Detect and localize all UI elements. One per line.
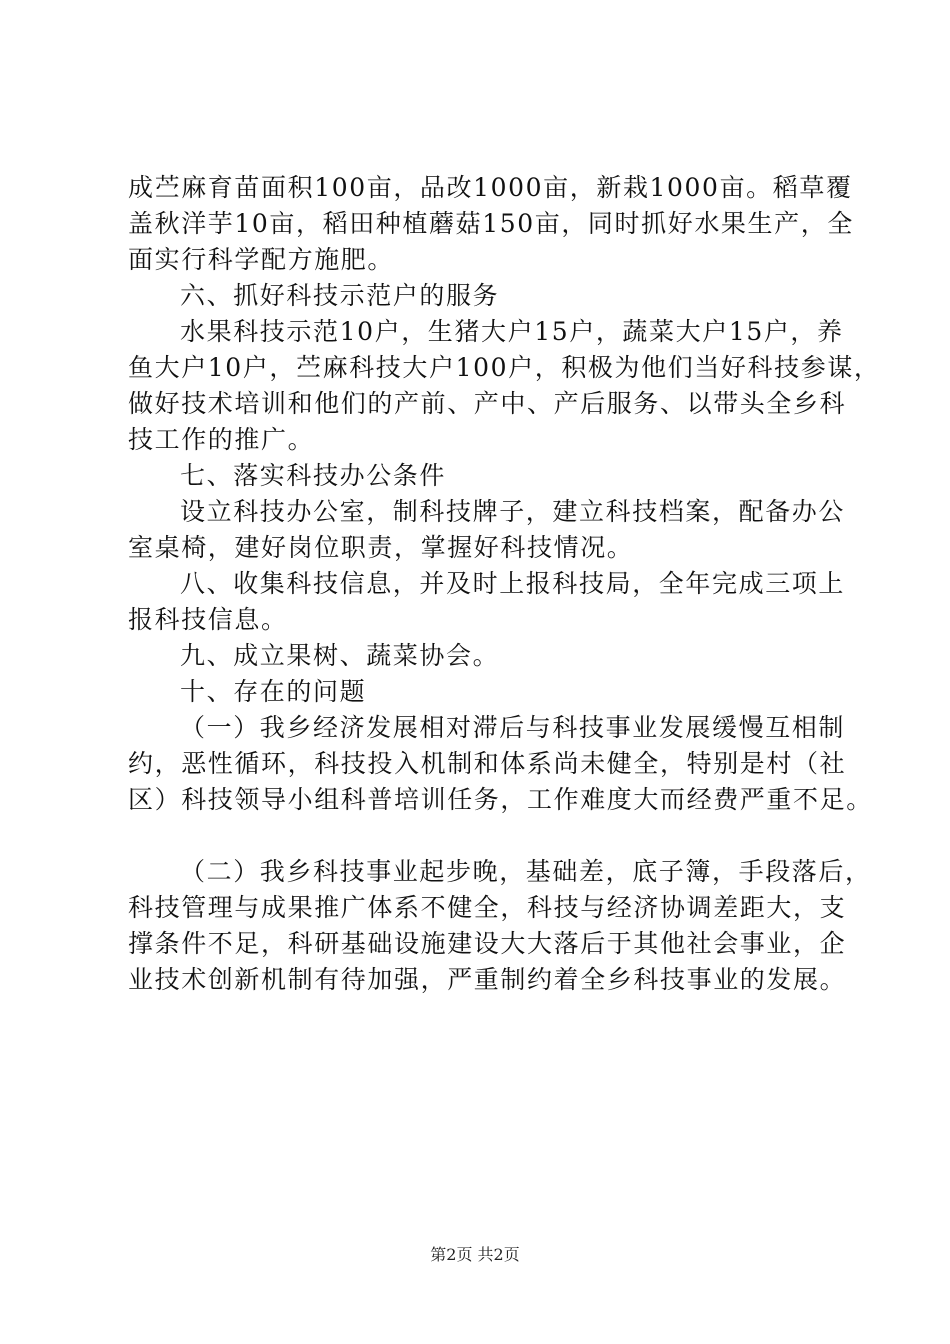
paragraph-section-8 <box>128 566 846 638</box>
text-line: 盖秋洋芋10亩，稻田种植蘑菇150亩，同时抓好水果生产，全 <box>128 209 854 238</box>
document-body <box>128 170 881 998</box>
section-heading-10: 十、存在的问题 <box>180 677 367 706</box>
text-line: 设立科技办公室，制科技牌子，建立科技档案，配备办公 <box>180 497 846 526</box>
text-line: 技工作的推广。 <box>128 425 315 454</box>
text-line: 报科技信息。 <box>128 605 288 634</box>
text-line: 成苎麻育苗面积100亩，品改1000亩，新栽1000亩。稻草覆 <box>128 173 853 202</box>
text-line: 鱼大户10户，苎麻科技大户100户，积极为他们当好科技参谋， <box>128 353 881 382</box>
text-line: 撑条件不足，科研基础设施建设大大落后于其他社会事业，企 <box>128 929 847 958</box>
paragraph-office <box>128 494 846 566</box>
paragraph-problem-2 <box>128 854 872 998</box>
paragraph-demo-households <box>128 314 881 458</box>
text-line: 业技术创新机制有待加强，严重制约着全乡科技事业的发展。 <box>128 965 847 994</box>
text-line: 八、收集科技信息，并及时上报科技局，全年完成三项上 <box>180 569 846 598</box>
text-line: 区）科技领导小组科普培训任务，工作难度大而经费严重不足。 <box>128 785 873 814</box>
paragraph-seedling <box>128 170 854 278</box>
text-line: 水果科技示范10户，生猪大户15户，蔬菜大户15户，养 <box>180 317 844 346</box>
text-line: 科技管理与成果推广体系不健全，科技与经济协调差距大，支 <box>128 893 847 922</box>
section-heading-7: 七、落实科技办公条件 <box>180 461 447 490</box>
page-number-footer: 第2页 共2页 <box>430 1245 520 1264</box>
text-line: （二）我乡科技事业起步晚，基础差，底子簿，手段落后， <box>180 857 872 886</box>
section-heading-6: 六、抓好科技示范户的服务 <box>180 281 500 310</box>
text-line: 室桌椅，建好岗位职责，掌握好科技情况。 <box>128 533 634 562</box>
text-line: 做好技术培训和他们的产前、产中、产后服务、以带头全乡科 <box>128 389 847 418</box>
paragraph-spacer <box>128 818 826 854</box>
section-heading-9: 九、成立果树、蔬菜协会。 <box>180 641 500 670</box>
text-line: 约，恶性循环，科技投入机制和体系尚未健全，特别是村（社 <box>128 749 847 778</box>
paragraph-problem-1 <box>128 710 873 818</box>
text-line: （一）我乡经济发展相对滞后与科技事业发展缓慢互相制 <box>180 713 846 742</box>
text-line: 面实行科学配方施肥。 <box>128 245 395 274</box>
